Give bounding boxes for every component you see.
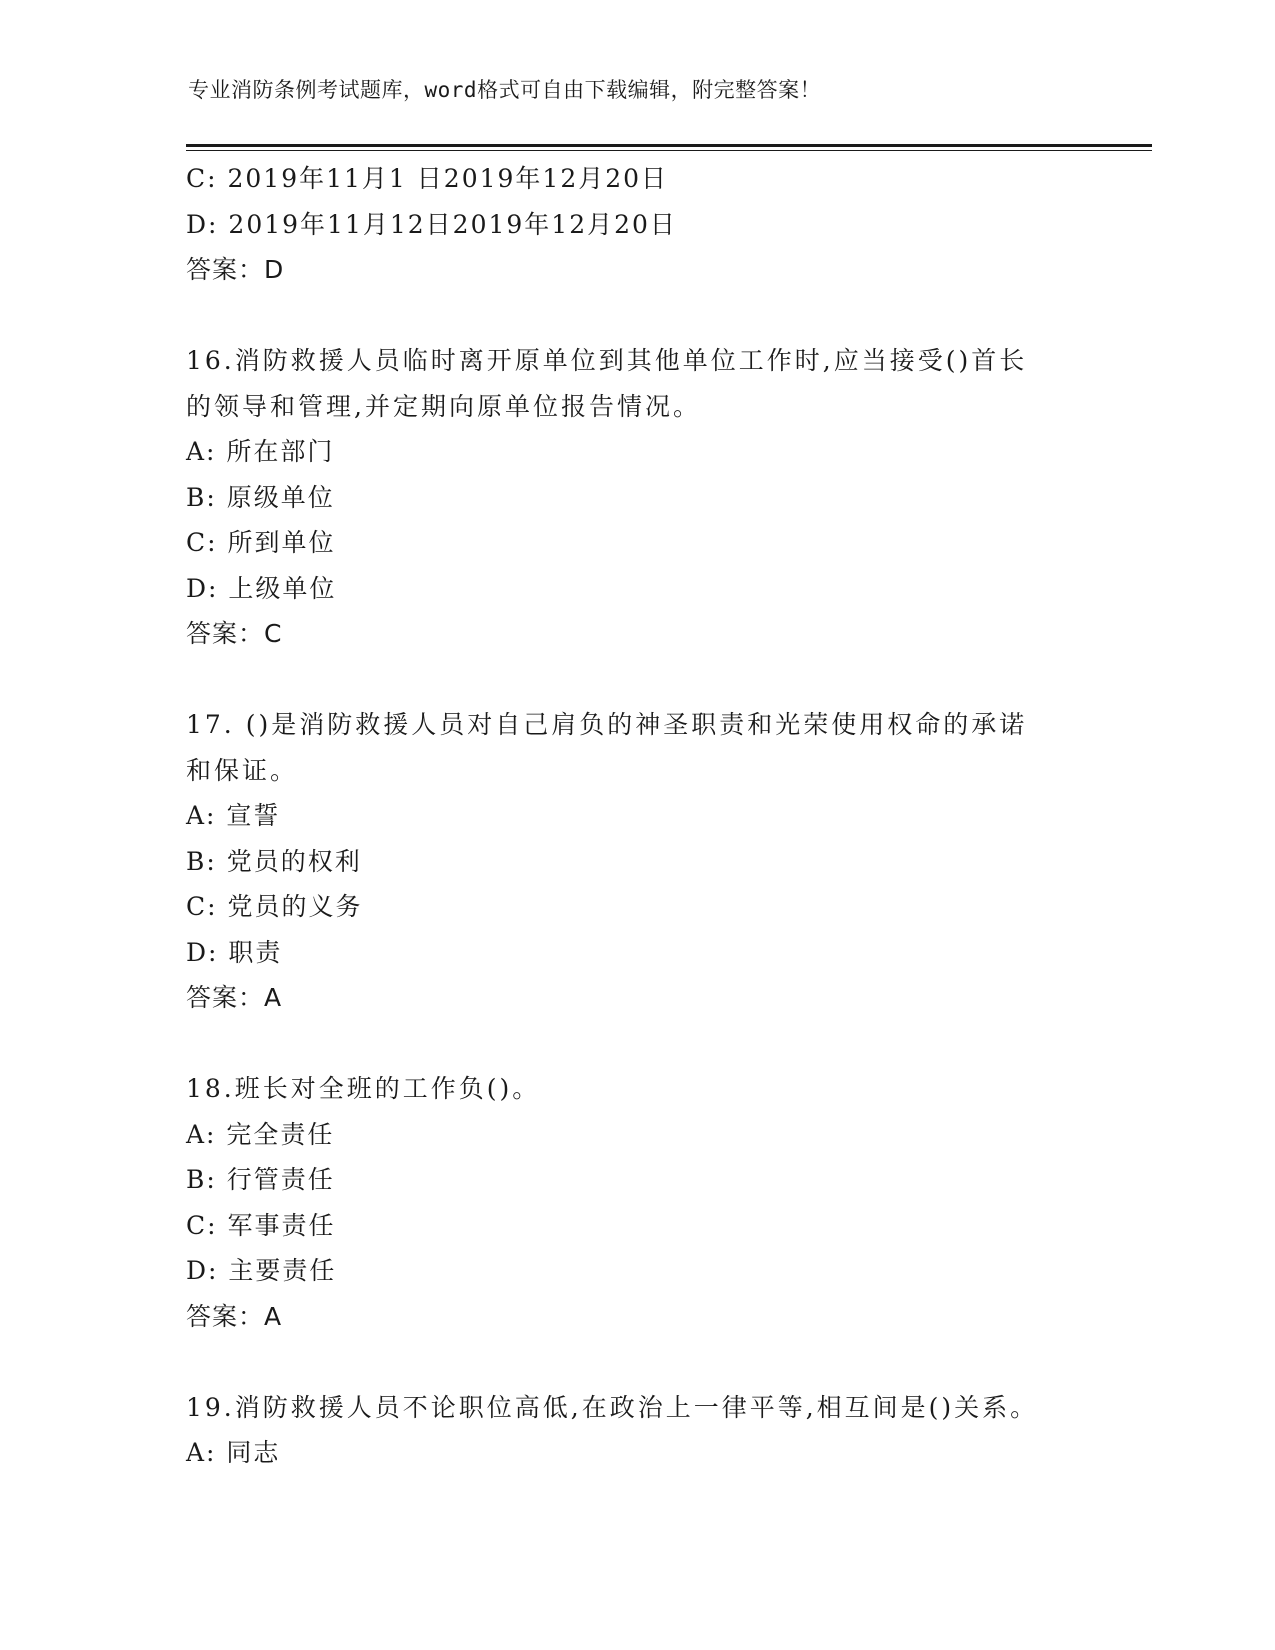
option-c: C: 所到单位 <box>186 528 336 557</box>
question-text: 和保证。 <box>186 755 299 785</box>
question-list <box>186 156 1086 1476</box>
answer-line: 答案：A <box>186 1301 283 1331</box>
spacer <box>186 1339 1086 1385</box>
option-c: C: 2019年11月1 日2019年12月20日 <box>186 164 669 193</box>
option-d: D: 主要责任 <box>186 1256 337 1285</box>
answer-line: 答案：C <box>186 619 283 648</box>
option-a: A: 同志 <box>186 1438 281 1467</box>
option-b: B: 党员的权利 <box>186 846 362 876</box>
option-a: A: 宣誓 <box>186 801 281 830</box>
option-b: B: 原级单位 <box>186 482 335 512</box>
question-text: 的领导和管理,并定期向原单位报告情况。 <box>186 391 701 421</box>
option-c: C: 党员的义务 <box>186 892 363 921</box>
option-c: C: 军事责任 <box>186 1210 336 1240</box>
option-a: A: 完全责任 <box>186 1119 335 1149</box>
spacer <box>186 657 1086 703</box>
prev-question-block <box>186 156 1086 293</box>
answer-line: 答案：D <box>186 255 285 284</box>
spacer <box>186 1021 1086 1067</box>
question-text: 17. ()是消防救援人员对自己肩负的神圣职责和光荣使用权命的承诺 <box>186 710 1028 739</box>
option-d: D: 2019年11月12日2019年12月20日 <box>186 209 677 239</box>
question-17 <box>186 702 1086 1021</box>
header-divider-thick <box>186 144 1152 147</box>
header-divider-thin <box>186 150 1152 151</box>
option-d: D: 职责 <box>186 937 283 967</box>
question-19 <box>186 1385 1086 1476</box>
question-text: 16.消防救援人员临时离开原单位到其他单位工作时,应当接受()首长 <box>186 346 1028 375</box>
option-d: D: 上级单位 <box>186 573 337 603</box>
question-text: 18.班长对全班的工作负()。 <box>186 1074 541 1103</box>
page-header: 专业消防条例考试题库，word格式可自由下载编辑，附完整答案！ <box>188 78 822 102</box>
spacer <box>186 293 1086 339</box>
option-a: A: 所在部门 <box>186 437 335 466</box>
option-b: B: 行管责任 <box>186 1165 335 1194</box>
answer-line: 答案：A <box>186 983 283 1012</box>
question-text: 19.消防救援人员不论职位高低,在政治上一律平等,相互间是()关系。 <box>186 1392 1039 1422</box>
question-16 <box>186 338 1086 657</box>
question-18 <box>186 1066 1086 1339</box>
